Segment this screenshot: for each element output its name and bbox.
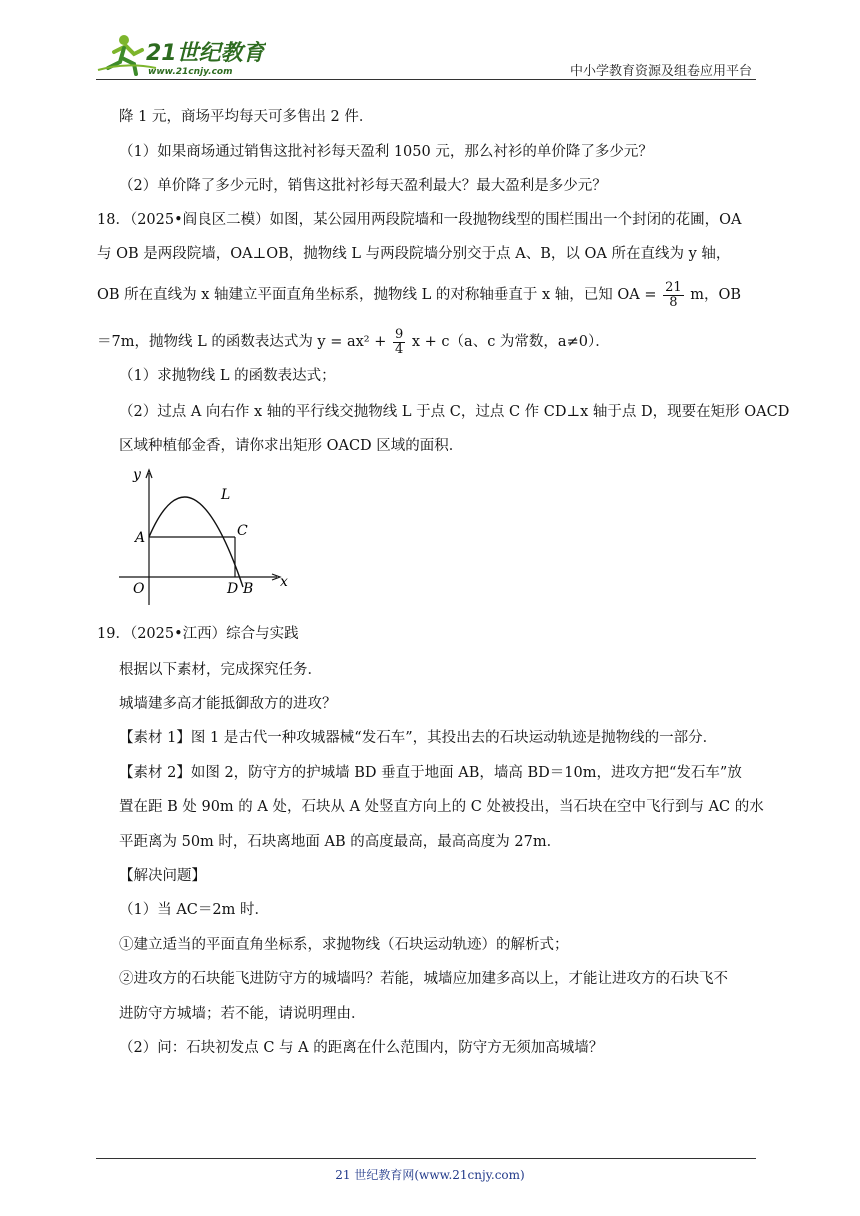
fig-label-A: A	[135, 530, 146, 546]
problem19-question2: （2）问：石块初发点 C 与 A 的距离在什么范围内，防守方无须加高城墙？	[119, 1040, 604, 1056]
problem18-question2-cont: 区域种植郁金香，请你求出矩形 OACD 区域的面积．	[119, 438, 464, 454]
problem18-line3: OB 所在直线为 x 轴建立平面直角坐标系，抛物线 L 的对称轴垂直于 x 轴，已知 OA = $\frac{21}{8}$ m，OB	[97, 279, 742, 310]
problem19-line2: 根据以下素材，完成探究任务．	[119, 662, 322, 678]
material2-line2: 置在距 B 处 90m 的 A 处，石块从 A 处竖直方向上的 C 处被投出，当石块在空中飞行到与 AC 的水	[119, 799, 764, 815]
fig-label-B: B	[243, 581, 254, 597]
material1: 【素材 1】图 1 是古代一种攻城器械“发石车”，其投出去的石块运动轨迹是抛物线的一部分．	[119, 730, 718, 746]
site-logo	[96, 30, 266, 78]
page-footer: 21 世纪教育网(www.21cnjy.com)	[335, 1168, 525, 1182]
problem19-question1: （1）当 AC＝2m 时．	[119, 902, 269, 918]
parabola-figure	[117, 465, 292, 610]
problem19-number: 19．	[97, 626, 130, 642]
problem19-q1-part2: ②进攻方的石块能飞进防守方的城墙吗？若能，城墙应加建多高以上，才能让进攻方的石块飞不	[119, 971, 728, 987]
material2-line1: 【素材 2】如图 2，防守方的护城墙 BD 垂直于地面 AB，墙高 BD＝10m，进攻方把“发石车”放	[119, 765, 742, 781]
problem18-question2: （2）过点 A 向右作 x 轴的平行线交抛物线 L 于点 C，过点 C 作 CD⊥x 轴于点 D，现要在矩形 OACD	[119, 404, 790, 420]
p17-question1: （1）如果商场通过销售这批衬衫每天盈利 1050 元，那么衬衫的单价降了多少元？	[119, 144, 653, 160]
fig-label-D: D	[227, 581, 239, 597]
page-header	[96, 30, 756, 80]
problem18-line4: ＝7m，抛物线 L 的函数表达式为 y = ax² + $\frac{9}{4}$ x + c（a、c 为常数，a≠0）．	[97, 326, 610, 357]
fig-label-x: x	[280, 574, 288, 590]
svg-text:www.21cnjy.com: www.21cnjy.com	[148, 67, 233, 77]
fig-label-O: O	[133, 581, 145, 597]
fraction-21-8: $\frac{21}{8}$	[665, 279, 682, 310]
problem18-line1: （2025•阎良区二模）如图，某公园用两段院墙和一段抛物线型的围栏围出一个封闭的花圃，OA	[129, 212, 742, 228]
material2-line3: 平距离为 50m 时，石块离地面 AB 的高度最高，最高高度为 27m．	[119, 834, 562, 850]
platform-name: 中小学教育资源及组卷应用平台	[569, 64, 752, 79]
problem18-line2: 与 OB 是两段院墙，OA⊥OB，抛物线 L 与两段院墙分别交于点 A、B，以 OA 所在直线为 y 轴，	[97, 246, 731, 262]
fraction-9-4: $\frac{9}{4}$	[395, 326, 404, 357]
solve-heading: 【解决问题】	[119, 868, 206, 884]
fig-label-L: L	[221, 487, 231, 503]
problem19-header: 19．（2025•江西）综合与实践	[97, 626, 299, 642]
problem19-q1-part1: ①建立适当的平面直角坐标系，求抛物线（石块运动轨迹）的解析式；	[119, 937, 569, 953]
problem18-question1: （1）求抛物线 L 的函数表达式；	[119, 368, 336, 384]
fig-label-C: C	[237, 523, 248, 539]
footer-divider	[96, 1158, 756, 1159]
problem19-q1-part2-cont: 进防守方城墙；若不能，请说明理由．	[119, 1006, 366, 1022]
problem18-number: 18．	[97, 212, 130, 228]
header-divider	[96, 79, 756, 80]
p17-question2: （2）单价降了多少元时，销售这批衬衫每天盈利最大？最大盈利是多少元？	[119, 178, 607, 194]
svg-text:21世纪教育: 21世纪教育	[146, 41, 265, 66]
problem19-line3: 城墙建多高才能抵御敌方的进攻？	[119, 696, 337, 712]
fig-label-y: y	[133, 467, 141, 483]
problem18	[97, 203, 742, 238]
p17-line1: 降 1 元，商场平均每天可多售出 2 件．	[119, 109, 374, 125]
